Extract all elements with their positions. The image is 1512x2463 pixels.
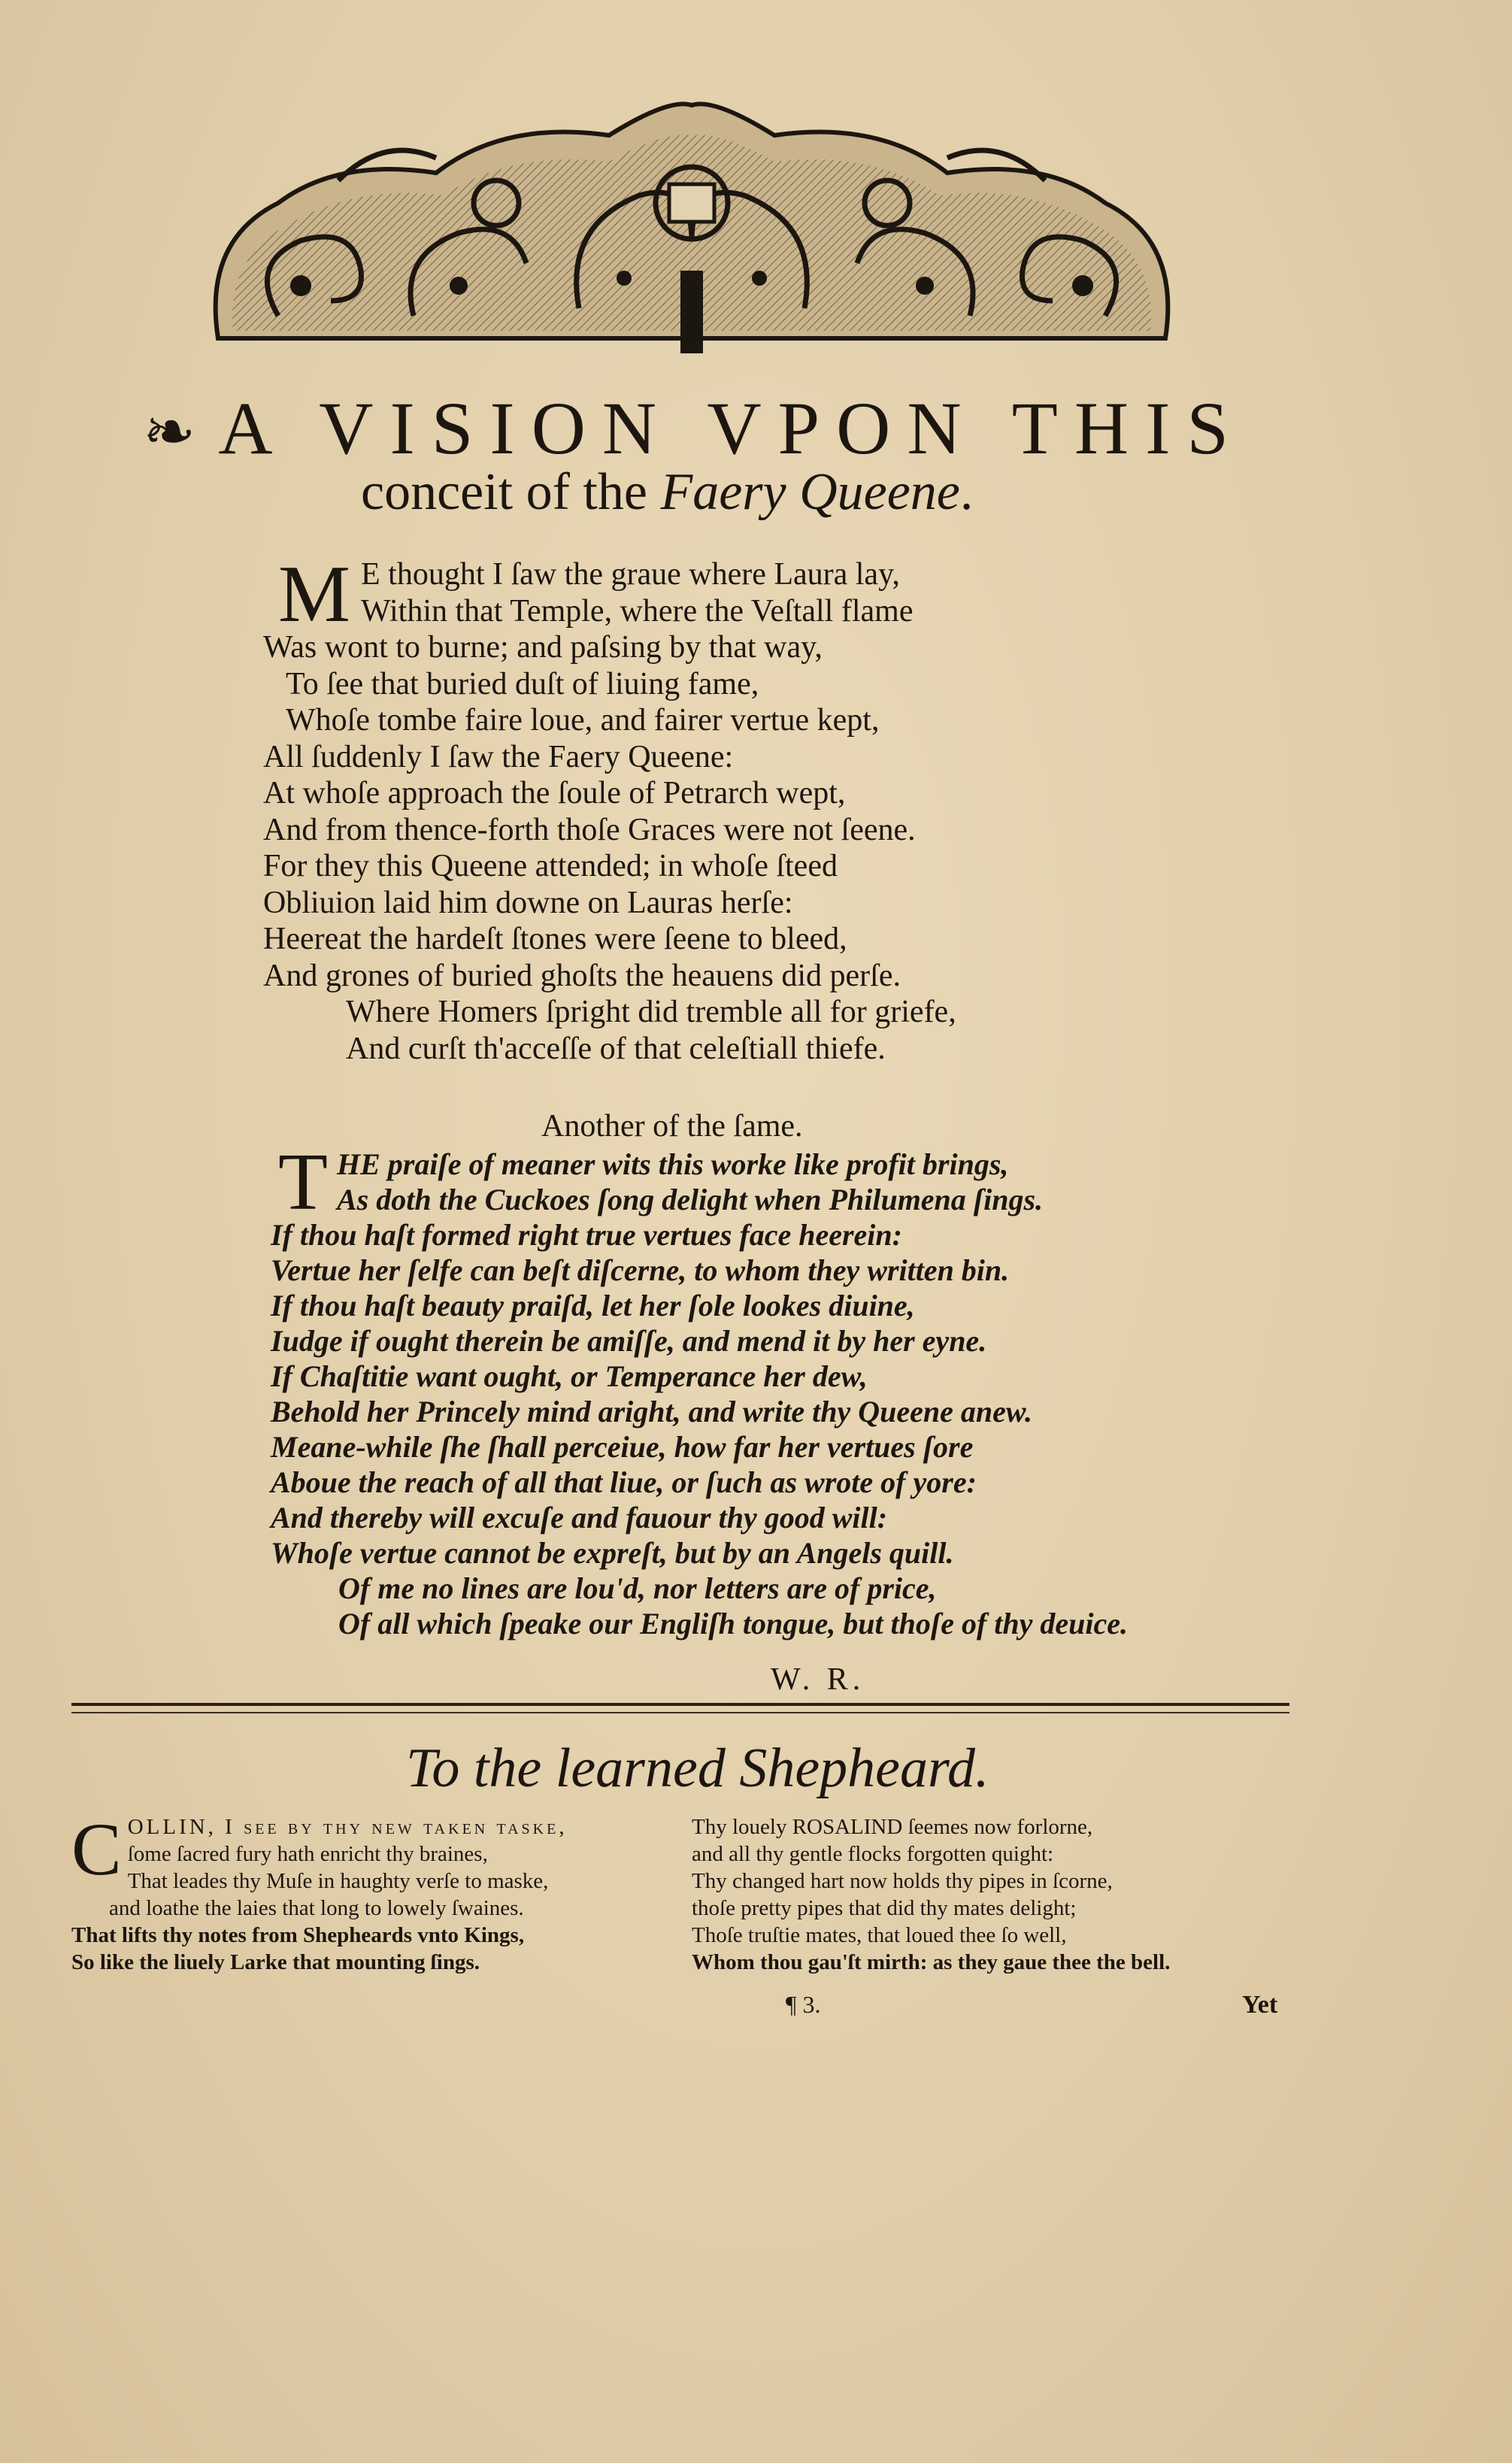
poem-line: And from thence-forth thoſe Graces were not ſeene. xyxy=(263,812,916,847)
poem-line: And curſt th'acceſſe of that celeſtiall thiefe. xyxy=(346,1031,886,1066)
poem-line: Whoſe vertue cannot be expreſt, but by an Angels quill. xyxy=(271,1536,954,1570)
poem-line: Obliuion laid him downe on Lauras herſe: xyxy=(263,885,793,920)
poem-line: Where Homers ſpright did tremble all for griefe, xyxy=(346,995,956,1029)
poem-another xyxy=(271,1138,1323,1641)
poem-line: If thou haſt beauty praiſd, let her ſole lookes diuine, xyxy=(271,1289,915,1322)
poem-line: As doth the Cuckoes ſong delight when Philumena ſings. xyxy=(336,1183,1044,1216)
poem-line: To ſee that buried duſt of liuing fame, xyxy=(286,666,759,701)
poem-line: If Chaſtitie want ought, or Temperance her dew, xyxy=(271,1359,868,1393)
poem-line: and all thy gentle flocks forgotten quight: xyxy=(692,1842,1054,1866)
poem-line: OLLIN, I ſee by thy new taken taske, xyxy=(127,1815,568,1839)
poem-line: If thou haſt formed right true vertues face heerein: xyxy=(271,1218,902,1252)
woodcut-headpiece-icon xyxy=(188,90,1195,376)
stanza-right xyxy=(692,1813,1308,1976)
poem-line: Iudge if ought therein be amiſſe, and mend it by her eyne. xyxy=(271,1324,987,1358)
poem-line: Thoſe truſtie mates, that loued thee ſo well, xyxy=(692,1923,1067,1947)
poem-line: thoſe pretty pipes that did thy mates delight; xyxy=(692,1896,1077,1920)
poem-line: and loathe the laies that long to lowely ſwaines. xyxy=(109,1896,524,1920)
poem-line: E thought I ſaw the graue where Laura lay, xyxy=(361,557,900,592)
poem-line: Within that Temple, where the Veſtall flame xyxy=(361,593,914,629)
poem-line: For they this Queene attended; in whoſe ſteed xyxy=(263,849,838,883)
poem-line: And thereby will excuſe and fauour thy good will: xyxy=(271,1501,888,1534)
poem-line: Vertue her ſelfe can beſt diſcerne, to whom they written bin. xyxy=(271,1253,1010,1287)
author-signature: W. R. xyxy=(771,1662,865,1697)
poem-line: Aboue the reach of all that liue, or ſuch as wrote of yore: xyxy=(271,1465,977,1499)
poem-line: Thy louely ROSALIND ſeemes now forlorne, xyxy=(692,1815,1093,1839)
poem-line: At whoſe approach the ſoule of Petrarch wept, xyxy=(263,776,846,810)
stanza-left xyxy=(71,1807,688,1976)
poem-line: Of all which ſpeake our Engliſh tongue, but thoſe of thy deuice. xyxy=(338,1607,1129,1640)
section-heading: To the learned Shepheard. xyxy=(406,1737,989,1799)
page-subtitle: conceit of the Faery Queene. xyxy=(361,463,974,521)
poem-line: Was wont to burne; and paſsing by that way, xyxy=(263,630,823,665)
poem-line: HE praiſe of meaner wits this worke like profit brings, xyxy=(336,1147,1009,1181)
drop-cap: M xyxy=(278,550,351,639)
poem-line: Meane-while ſhe ſhall perceiue, how far her vertues ſore xyxy=(271,1430,974,1464)
catchword: Yet xyxy=(1242,1991,1278,2019)
poem-line: So like the liuely Larke that mounting ſings. xyxy=(71,1950,480,1974)
poem-line: Of me no lines are lou'd, nor letters are of price, xyxy=(338,1571,937,1605)
drop-cap: C xyxy=(71,1807,122,1891)
fleuron-icon: ❧ xyxy=(143,398,196,468)
divider xyxy=(71,1703,1289,1706)
divider xyxy=(71,1712,1289,1713)
section-heading: Another of the ſame. xyxy=(541,1109,803,1144)
page-title: ❧ A VISION VPON THIS xyxy=(143,386,1246,470)
poem-line: Heereat the hardeſt ſtones were ſeene to bleed, xyxy=(263,922,847,956)
poem-line: Whom thou gau'ſt mirth: as they gaue thee the bell. xyxy=(692,1950,1171,1974)
poem-line: Thy changed hart now holds thy pipes in ſcorne, xyxy=(692,1869,1113,1893)
poem-line: All ſuddenly I ſaw the Faery Queene: xyxy=(263,739,734,774)
poem-line: That lifts thy notes from Shepheards vnto Kings, xyxy=(71,1923,525,1947)
poem-line: Whoſe tombe faire loue, and fairer vertue kept, xyxy=(286,703,880,738)
poem-line: Behold her Princely mind aright, and write thy Queene anew. xyxy=(271,1395,1033,1428)
signature-mark: ¶ 3. xyxy=(786,1991,821,2018)
poem-line: ſome ſacred fury hath enricht thy braines, xyxy=(127,1842,488,1866)
poem-vision xyxy=(263,550,1316,1067)
poem-line: And grones of buried ghoſts the heauens did perſe. xyxy=(263,958,901,993)
poem-line: That leades thy Muſe in haughty verſe to maske, xyxy=(127,1869,549,1893)
drop-cap: T xyxy=(278,1138,328,1227)
